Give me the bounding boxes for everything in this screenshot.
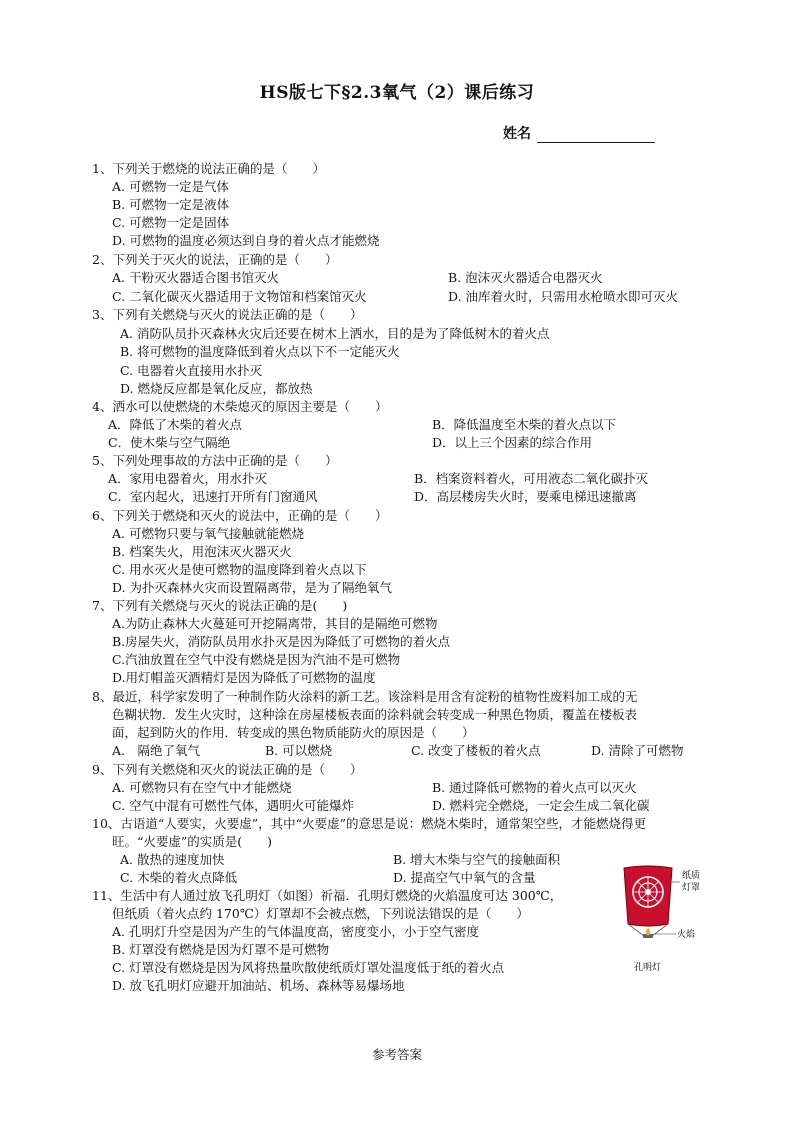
question-1-option-b: B. 可燃物一定是液体 — [112, 197, 230, 212]
question-6-stem: 6、下列关于燃烧和灭火的说法中，正确的是（ ） — [92, 508, 388, 523]
question-7-stem: 7、下列有关燃烧与灭火的说法正确的是( ) — [92, 598, 348, 613]
label-paper-shade-2: 灯罩 — [682, 883, 701, 893]
question-2-stem: 2、下列关于灭火的说法，正确的是（ ） — [92, 252, 338, 267]
question-6-option-a: A. 可燃物只要与氧气接触就能燃烧 — [112, 526, 304, 541]
question-5-option-b: B．档案资料着火，可用液态二氧化碳扑灭 — [414, 471, 649, 486]
question-10-option-a: A. 散热的速度加快 — [120, 852, 225, 867]
question-11-option-b: B. 灯罩没有燃烧是因为灯罩不是可燃物 — [112, 942, 330, 957]
question-3-option-c: C. 电器着火直接用水扑灭 — [120, 363, 263, 378]
question-3-option-b: B. 将可燃物的温度降低到着火点以下不一定能灭火 — [120, 344, 400, 359]
question-10-option-d: D. 提高空气中氧气的含量 — [393, 870, 536, 885]
kongming-lantern-figure — [614, 862, 714, 986]
question-3-option-d: D. 燃烧反应都是氧化反应，都放热 — [120, 381, 313, 396]
question-8-option-a: A. 隔绝了氧气 — [112, 743, 201, 758]
question-9-option-d: D. 燃料完全燃烧，一定会生成二氧化碳 — [432, 798, 650, 813]
question-10-option-b: B. 增大木柴与空气的接触面积 — [393, 852, 561, 867]
question-2-option-d: D. 油库着火时，只需用水枪喷水即可灭火 — [448, 289, 679, 304]
answer-key-heading: 参考答案 — [371, 1047, 422, 1062]
question-1-option-a: A. 可燃物一定是气体 — [112, 179, 229, 194]
name-label: 姓名 — [503, 126, 531, 142]
question-2-option-c: C. 二氧化碳灭火器适用于文物馆和档案馆灭火 — [112, 289, 367, 304]
question-11-option-c: C. 灯罩没有燃烧是因为风将热量吹散使纸质灯罩处温度低于纸的着火点 — [112, 960, 505, 975]
question-8-option-c: C. 改变了楼板的着火点 — [411, 743, 541, 758]
question-11-stem-line-2: 但纸质（着火点约 170℃）灯罩却不会被点燃，下列说法错误的是（ ） — [112, 906, 529, 921]
figure-caption: 孔明灯 — [634, 963, 662, 973]
question-8-stem-line-2: 色糊状物．发生火灾时，这种涂在房屋楼板表面的涂料就会转变成一种黑色物质，覆盖在楼板表 — [112, 707, 638, 722]
question-10-stem-line-1: 10、古语道“人要实，火要虚”，其中“火要虚”的意思是说：燃烧木柴时，通常架空些，才能燃烧得更 — [92, 816, 646, 831]
question-11-option-d: D. 放飞孔明灯应避开加油站、机场、森林等易爆场地 — [112, 978, 405, 993]
question-9-option-a: A. 可燃物只有在空气中才能燃烧 — [112, 780, 292, 795]
question-11-option-a: A. 孔明灯升空是因为产生的气体温度高，密度变小，小于空气密度 — [112, 924, 479, 939]
question-7-option-d: D.用灯帽盖灭酒精灯是因为降低了可燃物的温度 — [112, 670, 376, 685]
question-7-option-b: B.房屋失火，消防队员用水扑灭是因为降低了可燃物的着火点 — [112, 634, 451, 649]
label-paper-shade-1: 纸质 — [682, 871, 701, 881]
question-3-option-a: A. 消防队员扑灭森林火灾后还要在树木上洒水，目的是为了降低树木的着火点 — [120, 326, 550, 341]
question-5-stem: 5、下列处理事故的方法中正确的是（ ） — [92, 453, 338, 468]
question-1-stem: 1、下列关于燃烧的说法正确的是（ ） — [92, 161, 325, 176]
question-5-option-a: A．家用电器着火，用水扑灭 — [108, 471, 268, 486]
question-7-option-c: C.汽油放置在空气中没有燃烧是因为汽油不是可燃物 — [112, 652, 401, 667]
question-7-option-a: A.为防止森林大火蔓延可开挖隔离带，其目的是隔绝可燃物 — [112, 616, 438, 631]
question-10-option-c: C. 木柴的着火点降低 — [120, 870, 238, 885]
question-5-option-d: D．高层楼房失火时，要乘电梯迅速撤离 — [414, 489, 637, 504]
question-6-option-c: C. 用水灭火是使可燃物的温度降到着火点以下 — [112, 562, 367, 577]
question-10-stem-line-2: 旺。“火要虚”的实质是( ) — [112, 834, 273, 849]
question-9-option-b: B. 通过降低可燃物的着火点可以灭火 — [432, 780, 637, 795]
question-2-option-a: A. 干粉灭火器适合图书馆灭火 — [112, 270, 279, 285]
question-4-option-b: B．降低温度至木柴的着火点以下 — [432, 417, 617, 432]
question-4-option-c: C．使木柴与空气隔绝 — [108, 435, 231, 450]
name-field — [503, 123, 655, 143]
label-flame: 火焰 — [677, 930, 696, 940]
question-4-option-a: A．降低了木柴的着火点 — [108, 417, 243, 432]
question-8-stem-line-3: 面，起到防火的作用．转变成的黑色物质能防火的原因是（ ） — [112, 725, 475, 740]
question-8-option-d: D. 清除了可燃物 — [591, 743, 684, 758]
question-4-stem: 4、洒水可以使燃烧的木柴熄灭的原因主要是（ ） — [92, 399, 388, 414]
question-9-stem: 9、下列有关燃烧和灭火的说法正确的是（ ） — [92, 762, 363, 777]
question-5-option-c: C．室内起火，迅速打开所有门窗通风 — [108, 489, 318, 504]
question-6-option-b: B. 档案失火，用泡沫灭火器灭火 — [112, 544, 292, 559]
question-8-stem-line-1: 8、最近，科学家发明了一种制作防火涂料的新工艺。该涂料是用含有淀粉的植物性废料加工成的无 — [92, 689, 638, 704]
question-3-stem: 3、下列有关燃烧与灭火的说法正确的是（ ） — [92, 307, 363, 322]
question-2-option-b: B. 泡沫灭火器适合电器灭火 — [448, 270, 603, 285]
page-title: HS版七下§2.3氧气（2）课后练习 — [259, 83, 535, 103]
question-1-option-c: C. 可燃物一定是固体 — [112, 215, 230, 230]
question-1-option-d: D. 可燃物的温度必须达到自身的着火点才能燃烧 — [112, 233, 380, 248]
name-blank[interactable] — [537, 128, 655, 143]
question-6-option-d: D. 为扑灭森林火灾而设置隔离带，是为了隔绝氧气 — [112, 580, 393, 595]
question-4-option-d: D．以上三个因素的综合作用 — [432, 435, 593, 450]
question-8-option-b: B. 可以燃烧 — [265, 743, 333, 758]
question-9-option-c: C. 空气中混有可燃性气体，遇明火可能爆炸 — [112, 798, 355, 813]
question-11-stem-line-1: 11、生活中有人通过放飞孔明灯（如图）祈福．孔明灯燃烧的火焰温度可达 300℃， — [92, 888, 563, 903]
